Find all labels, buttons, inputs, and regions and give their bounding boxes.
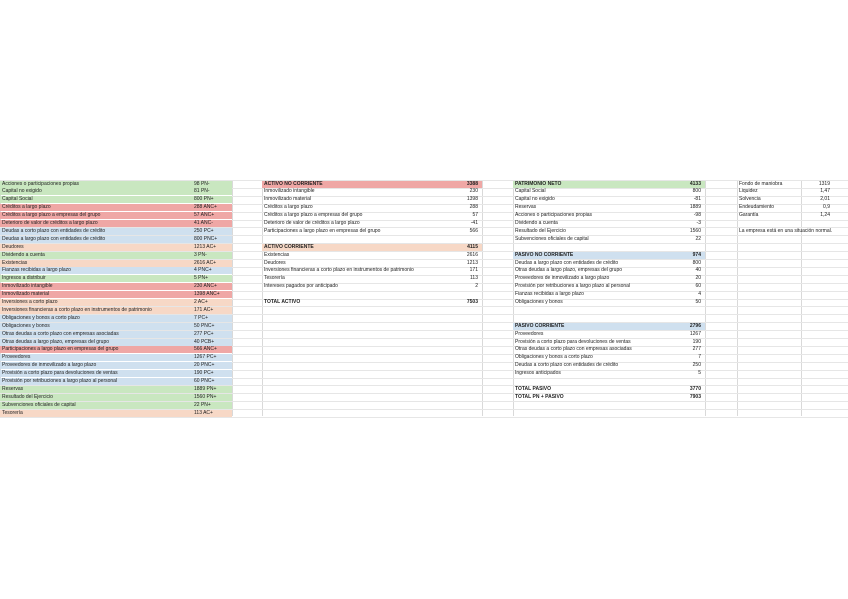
table-row [0,402,232,409]
table-row [513,378,705,385]
table-row [513,386,705,393]
row-value: 277 PC+ [194,330,214,337]
table-row [0,291,232,298]
row-value: -41 [470,220,478,226]
row-label: Intereses pagados por anticipado [264,283,338,290]
table-row [262,204,482,211]
row-value: 40 [695,267,701,274]
row-label: Fianzas recibidas a largo plazo [515,291,584,298]
table-row [513,346,705,353]
table-row [0,307,232,314]
row-label: Tesorería [2,409,23,416]
row-label: Provisión a corto plazo para devoluciones de ventas [2,370,118,377]
table-row [513,370,705,377]
row-value: 3 PN- [194,251,207,258]
row-value: 1213 [466,259,478,266]
row-value: 113 AC+ [194,409,213,416]
row-value: 20 [695,275,701,282]
row-value: 2796 [689,322,701,329]
row-value: 1267 PC+ [194,354,217,361]
table-row [513,212,705,219]
row-label: Inversiones financieras a corto plazo en instrumentos de patrimonio [2,306,152,313]
table-row [0,228,232,235]
row-label: Provisión por retribuciones a largo plazo al personal [515,283,631,290]
table-row [262,228,482,235]
table-row [0,252,232,259]
row-value: 566 ANC+ [194,346,217,353]
row-label: Existencias [2,259,28,266]
row-value: 41 ANC- [194,220,213,226]
row-label: Acciones o participaciones propias [515,212,592,219]
row-label: Otras deudas a corto plazo con empresas asociadas [515,346,632,353]
row-label: Garantía [739,212,759,219]
table-row [0,339,232,346]
row-label: Resultado del Ejercicio [515,227,566,234]
row-label: Inmovilizado intangible [264,188,315,195]
row-value: 2616 [466,251,478,258]
row-value: 1889 PN+ [194,385,217,392]
table-row [513,323,705,330]
table-row [262,267,482,274]
table-row [513,291,705,298]
row-label: Obligaciones y bonos [2,322,50,329]
row-value: 0,9 [823,204,830,211]
row-value: 3388 [466,180,478,187]
row-label: Deudas a largo plazo con entidades de crédito [2,235,106,242]
table-row [0,196,232,203]
row-value: 60 PNC+ [194,378,215,384]
row-label: PASIVO CORRIENTE [515,322,565,329]
row-value: 4115 [467,243,478,250]
table-row [513,220,705,227]
row-value: 5 PN+ [194,275,209,282]
row-value: 113 [470,275,478,282]
row-value: 1213 AC+ [194,243,217,250]
row-value: 4 PNC+ [194,267,212,274]
table-row [513,181,705,188]
table-row [0,260,232,267]
table-row [0,275,232,282]
table-row [513,236,705,243]
row-value: 40 PCB+ [194,338,215,345]
row-label: Capital Social [2,196,33,203]
row-value: 190 [692,338,701,345]
row-label: Deudas a corto plazo con entidades de crédito [515,362,619,369]
row-label: Resultado del Ejercicio [2,393,53,400]
table-row [513,260,705,267]
row-value: 1398 [466,196,478,203]
table-row [513,362,705,369]
row-label: ACTIVO NO CORRIENTE [264,180,323,187]
row-value: 98 PN- [194,180,210,187]
table-row [262,196,482,203]
table-row [262,236,482,243]
table-row [0,346,232,353]
row-value: 4133 [689,180,701,187]
row-value: 800 PNC+ [194,235,218,242]
row-label: Proveedores de inmovilizado a largo plazo [515,275,610,282]
table-row [262,212,482,219]
row-label: Provisión a corto plazo para devoluciones de ventas [515,338,631,345]
row-value: 2,01 [820,196,830,203]
table-row [513,252,705,259]
row-label: Tesorería [264,275,285,282]
row-value: 171 [469,267,478,274]
table-row [513,204,705,211]
row-value: 566 [469,227,478,234]
table-row [513,354,705,361]
row-label: Participaciones a largo plazo en empresas del grupo [2,346,119,353]
row-value: 22 PN+ [194,401,211,408]
row-value: 50 [695,299,701,305]
row-label: Proveedores [2,354,31,361]
row-value: 7903 [689,393,701,400]
table-row [262,275,482,282]
row-label: Subvenciones oficiales de capital [2,401,76,408]
table-row [0,331,232,338]
row-label: Existencias [264,251,290,258]
row-label: Inversiones a corto plazo [2,299,58,305]
row-label: Fianzas recibidas a largo plazo [2,267,71,274]
row-value: 1560 [689,227,701,234]
row-label: TOTAL PASIVO [515,385,552,392]
row-value: -98 [693,212,701,219]
row-label: Créditos a largo plazo [2,204,51,211]
row-label: Acciones o participaciones propias [2,180,79,187]
row-value: 22 [695,235,701,242]
row-label: Proveedores de inmovilizado a largo plazo [2,362,97,369]
row-label: TOTAL ACTIVO [264,299,301,305]
table-row [0,394,232,401]
row-label: Obligaciones y bonos a corto plazo [515,354,593,361]
row-value: 277 [692,346,701,353]
table-row [0,362,232,369]
row-value: 800 [692,259,701,266]
row-value: 2 AC+ [194,299,208,305]
table-row [0,181,232,188]
table-row [0,204,232,211]
row-label: Créditos a largo plazo [264,204,313,211]
row-value: -81 [693,196,701,203]
table-row [262,299,482,306]
row-value: 800 [692,188,701,195]
table-row [0,267,232,274]
table-row [0,244,232,251]
row-value: 800 PN+ [194,196,214,203]
row-label: Reservas [515,204,537,211]
row-value: 230 [469,188,478,195]
table-row [262,291,482,298]
table-row [737,181,848,188]
table-row [0,323,232,330]
row-label: Participaciones a largo plazo en empresas del grupo [264,227,381,234]
row-label: Inversiones financieras a corto plazo en instrumentos de patrimonio [264,267,414,274]
row-value: 20 PNC+ [194,362,215,369]
row-value: 2616 AC+ [194,259,217,266]
row-value: 57 ANC+ [194,212,215,219]
table-row [262,260,482,267]
table-row [0,188,232,195]
table-row [513,283,705,290]
row-label: Deudores [2,243,24,250]
row-label: Otras deudas a largo plazo, empresas del grupo [2,338,110,345]
row-label: Deudas a largo plazo con entidades de crédito [515,259,619,266]
row-label: Deterioro de valor de créditos a largo plazo [264,220,360,226]
row-value: 250 [692,362,701,369]
table-row [262,283,482,290]
row-label: Capital Social [515,188,546,195]
row-label: Capital no exigido [2,188,42,195]
row-label: Otras deudas a corto plazo con empresas asociadas [2,330,119,337]
grid-row-line [0,417,848,418]
row-value: 60 [695,283,701,290]
row-label: Créditos a largo plazo a empresas del grupo [2,212,101,219]
row-label: Deudas a corto plazo con entidades de crédito [2,227,106,234]
table-row [0,386,232,393]
table-row [262,181,482,188]
row-value: 57 [472,212,478,219]
row-label: PATRIMONIO NETO [515,180,562,187]
row-label: Liquidez [739,188,758,195]
row-label: Subvenciones oficiales de capital [515,235,589,242]
row-value: 1319 [818,180,830,187]
table-row [737,204,848,211]
row-label: Solvencia [739,196,761,203]
row-value: 288 ANC+ [194,204,217,211]
row-value: 81 PN- [194,188,210,195]
row-label: Reservas [2,385,24,392]
table-row [513,299,705,306]
row-label: Inmovilizado intangible [2,283,53,290]
row-label: Endeudamiento [739,204,775,211]
table-row [0,370,232,377]
row-value: 1398 ANC+ [194,291,220,298]
table-row [0,220,232,227]
table-row [0,410,232,417]
row-label: Obligaciones y bonos a corto plazo [2,314,80,321]
table-row [262,244,482,251]
row-value: 250 PC+ [194,227,214,234]
table-row [0,315,232,322]
row-label: Inmovilizado material [2,291,49,298]
row-label: Proveedores [515,330,544,337]
row-label: Créditos a largo plazo a empresas del grupo [264,212,363,219]
spreadsheet-grid [0,180,848,416]
table-row [262,252,482,259]
row-value: 190 PC+ [194,370,214,377]
table-row [513,331,705,338]
row-value: 2 [475,283,478,290]
table-row [737,188,848,195]
row-value: 1889 [689,204,701,211]
table-row [0,354,232,361]
row-label: Ingresos a distribuir [2,275,46,282]
row-value: 288 [469,204,478,211]
row-value: 1560 PN+ [194,393,217,400]
row-label: Deterioro de valor de créditos a largo plazo [2,220,98,226]
row-label: Fondo de maniobra [739,180,783,187]
row-value: -3 [696,220,701,226]
table-row [513,188,705,195]
table-row [737,196,848,203]
table-row [513,275,705,282]
row-value: 5 [698,370,701,377]
row-value: 4 [698,291,701,298]
row-label: Dividendo a cuenta [515,220,558,226]
table-row [0,299,232,306]
row-value: 7503 [466,299,478,305]
row-value: 1267 [689,330,701,337]
row-value: 1,47 [820,188,830,195]
table-row [513,307,705,314]
table-row [513,315,705,322]
row-value: 171 AC+ [194,306,214,313]
row-label: PASIVO NO CORRIENTE [515,251,574,258]
table-row [0,212,232,219]
row-value: 1,24 [820,212,830,219]
table-row [0,283,232,290]
row-value: 50 PNC+ [194,322,215,329]
row-value: 7 [698,354,701,361]
table-row [513,228,705,235]
table-row [0,378,232,385]
row-label: Inmovilizado material [264,196,311,203]
ratios-note: La empresa está en una situación normal. [739,227,833,234]
row-label: TOTAL PN + PASIVO [515,393,564,400]
row-label: Provisión por retribuciones a largo plazo al personal [2,378,118,384]
row-label: Obligaciones y bonos [515,299,563,305]
row-label: ACTIVO CORRIENTE [264,243,314,250]
row-label: Ingresos anticipados [515,370,561,377]
table-row [513,394,705,401]
row-value: 3770 [689,385,701,392]
row-label: Capital no exigido [515,196,555,203]
table-row [262,188,482,195]
table-row [513,339,705,346]
row-value: 230 ANC+ [194,283,217,290]
row-value: 7 PC+ [194,314,209,321]
table-row [737,212,848,219]
row-label: Dividendo a cuenta [2,251,45,258]
row-label: Otras deudas a largo plazo, empresas del grupo [515,267,623,274]
table-row [513,196,705,203]
table-row [513,267,705,274]
table-row [513,244,705,251]
row-label: Deudores [264,259,286,266]
table-row [262,220,482,227]
table-row [0,236,232,243]
row-value: 974 [692,251,701,258]
